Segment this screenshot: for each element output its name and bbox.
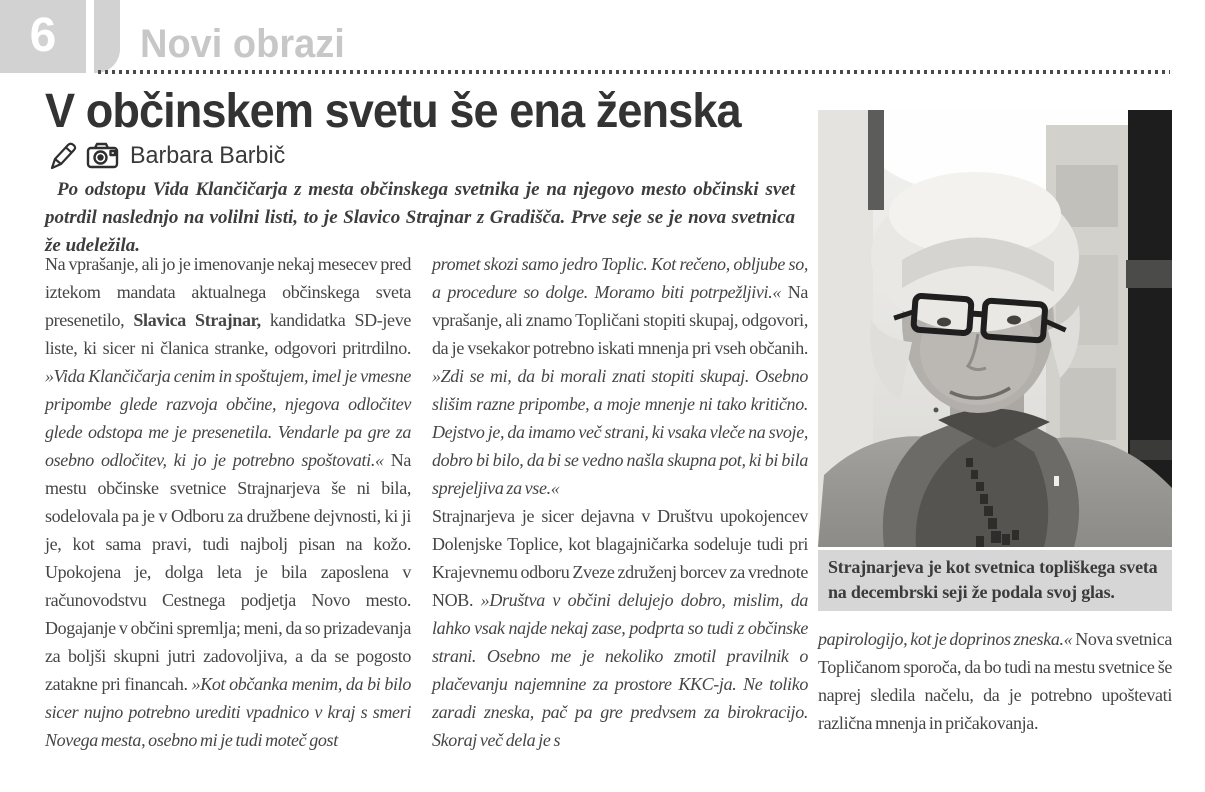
section-title: Novi obrazi	[140, 22, 345, 66]
article-headline: V občinskem svetu še ena ženska	[45, 85, 741, 138]
page-number: 6	[29, 9, 57, 62]
lead-paragraph: Po odstopu Vida Klančičarja z mesta občinskega svetnika je na njegovo mesto občinski svet potrdil naslednjo na volilni listi, to je Slavico Strajnar z Gradišča. Prve seje se je nova svetnica že udeležila.	[45, 179, 795, 256]
paragraph: Na vprašanje, ali jo je imenovanje nekaj mesecev pred iztekom mandata aktualnega občinskega sveta presenetilo, Slavica Strajnar, kandidatka SD-jeve liste, ki sicer ni članica stranke, odgovori pritrdilno. »Vida Klančičarja cenim in spoštujem, imel je vmesne pripombe glede razvoja občine, njegova odločitev glede odstopa me je presenetila. Vendarle pa gre za osebno odločitev, ki jo je potrebno spoštovati.« Na mestu občinske svetnice Strajnarjeva še ni bila, sodelovala pa je v Odboru za družbene dejvnosti, ki ji je, kot sama pravi, tudi najbolj pisan na kožo. Upokojena je, dolga leta je bila zaposlena v računovodstvu Cestnega podjetja Novo mesto. Dogajanje v občini spremlja; meni, da so prizadevanja za boljši skupni jutri zadovoljiva, a da se pogosto zatakne pri financah. »Kot občanka menim, da bi bilo sicer nujno potrebno urediti vpadnico v kraj s smeri Novega mesta, osebno mi je tudi moteč gost	[45, 254, 411, 750]
pencil-icon	[48, 141, 78, 171]
photo-caption: Strajnarjeva je kot svetnica topliškega sveta na decembrski seji že podala svoj glas.	[818, 550, 1172, 611]
portrait-photo	[818, 110, 1172, 547]
paragraph: Strajnarjeva je sicer dejavna v Društvu upokojencev Dolenjske Toplice, kot blagajničarka sodeluje tudi pri Krajevnemu odboru Zveze združenj borcev za vrednote NOB. »Društva v občini delujejo dobro, mislim, da lahko vsak najde nekaj zase, podprta so tudi z občinske strani. Osebno me je nekoliko zmotil pravilnik o plačevanju najemnine za prostore KKC-ja. Ne toliko zaradi zneska, pač pa gre predvsem za birokracijo. Skoraj več dela je s	[432, 506, 808, 750]
dotted-rule	[98, 70, 1170, 74]
paragraph: promet skozi samo jedro Toplic. Kot rečeno, obljube so, a procedure so dolge. Moramo biti potrpežljivi.« Na vprašanje, ali znamo Topličani stopiti skupaj, odgovori, da je vsekakor potrebno iskati mnenja pri vseh občanih. »Zdi se mi, da bi morali znati stopiti skupaj. Osebno slišim razne pripombe, a moje mnenje ni tako kritično. Dejstvo je, da imamo več strani, ki vsaka vleče na svoje, dobro bi bilo, da bi se vedno našla skupna pot, ki bi bila sprejeljiva za vse.«	[432, 254, 808, 498]
paragraph: papirologijo, kot je doprinos zneska.« Nova svetnica Topličanom sporoča, da bo tudi na mestu svetnice še naprej sledila načelu, da je potrebno upoštevati različna mnenja in pričakovanja.	[818, 629, 1172, 733]
camera-icon	[86, 142, 122, 170]
photo-column	[818, 110, 1172, 737]
article-column-3	[818, 625, 1172, 737]
article-column-2	[432, 250, 808, 754]
byline	[48, 141, 290, 171]
page-number-tab-curve	[94, 0, 120, 73]
article-column-1	[45, 250, 411, 754]
author-name: Barbara Barbič	[130, 142, 286, 169]
